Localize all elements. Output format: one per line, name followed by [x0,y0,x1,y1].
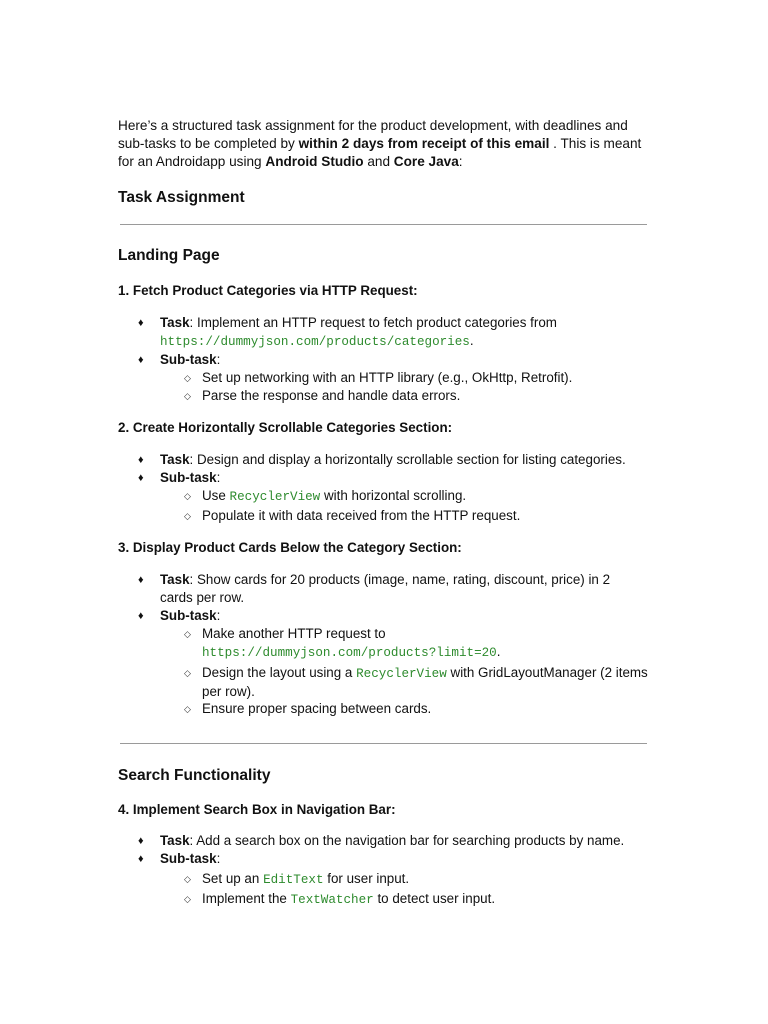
section-2-subtask-label [138,469,640,487]
section-4-subtask-label [138,850,640,868]
task-label: Task [160,833,190,848]
bullet-icon: ♦ [138,835,144,847]
divider-1 [120,224,647,225]
intro-tool: Android Studio [265,154,364,169]
section-2-task-text: : Design and display a horizontally scrollable section for listing categories. [189,452,626,467]
section-3-sub-1-pre: Make another HTTP request to [202,626,386,641]
section-1-task-end: . [469,333,474,348]
bullet-icon: ♦ [138,354,144,366]
section-3-sub-2-code: RecyclerView [356,667,447,681]
section-1-task [138,314,640,351]
heading-landing-page: Landing Page [118,247,220,264]
section-1-subtask-label [138,351,640,369]
subtask-label: Sub-task [160,470,217,485]
colon: : [216,851,221,866]
section-4-sub-2-post: to detect user input. [373,891,496,906]
section-3-sub-1-url: https://dummyjson.com/products?limit=20 [202,646,497,660]
intro-text-3: and [363,154,394,169]
intro-deadline: within 2 days from receipt of this email [298,136,550,151]
intro-text-4: : [458,154,463,169]
section-3-sub-1 [184,625,652,662]
colon: : [216,470,221,485]
sub-bullet-icon: ◇ [184,629,191,639]
sub-bullet-icon: ◇ [184,894,191,904]
bullet-icon: ♦ [138,853,144,865]
intro-text-1: Here’s a structured task assignment for the product development, with deadlines and sub-tasks to be completed by [118,118,628,151]
bullet-icon: ♦ [138,574,144,586]
section-2-sub-1-pre: Use [202,488,230,503]
intro-language: Core Java [393,154,459,169]
section-4-sub-1-post: for user input. [323,871,410,886]
section-1-task-url: https://dummyjson.com/products/categories [160,335,470,349]
section-4-task-text: : Add a search box on the navigation bar for searching products by name. [189,833,625,848]
section-1-title: 1. Fetch Product Categories via HTTP Request: [118,283,418,298]
section-2-sub-1-code: RecyclerView [229,490,321,504]
section-3-sub-3 [184,700,652,718]
heading-task-assignment: Task Assignment [118,189,245,206]
intro-paragraph [118,117,648,171]
section-3-sub-1-end: . [496,644,501,659]
section-3-sub-2-pre: Design the layout using a [202,665,357,680]
section-4-title: 4. Implement Search Box in Navigation Bar: [118,802,396,817]
sub-bullet-icon: ◇ [184,874,191,884]
subtask-label: Sub-task [160,352,217,367]
section-2-title: 2. Create Horizontally Scrollable Categories Section: [118,420,453,435]
section-3-subtask-label [138,607,640,625]
colon: : [216,608,221,623]
task-label: Task [160,572,190,587]
section-2-task [138,451,640,469]
heading-search-functionality: Search Functionality [118,767,271,784]
sub-bullet-icon: ◇ [184,373,191,383]
section-3-sub-2 [184,664,652,701]
section-3-sub-3-text: Ensure proper spacing between cards. [202,701,432,716]
subtask-label: Sub-task [160,608,217,623]
section-1-sub-1-text: Set up networking with an HTTP library (e.g., OkHttp, Retrofit). [202,370,573,385]
section-4-sub-2-pre: Implement the [202,891,291,906]
section-1-sub-2 [184,387,652,405]
bullet-icon: ♦ [138,317,144,329]
section-1-task-text: : Implement an HTTP request to fetch product categories from [189,315,557,330]
sub-bullet-icon: ◇ [184,704,191,714]
sub-bullet-icon: ◇ [184,668,191,678]
section-4-task [138,832,640,850]
section-4-sub-2-code: TextWatcher [290,893,374,907]
sub-bullet-icon: ◇ [184,491,191,501]
divider-2 [120,743,647,744]
section-2-sub-1 [184,487,652,506]
sub-bullet-icon: ◇ [184,391,191,401]
section-2-sub-1-post: with horizontal scrolling. [320,488,467,503]
sub-bullet-icon: ◇ [184,511,191,521]
section-3-title: 3. Display Product Cards Below the Category Section: [118,540,462,555]
section-3-task-text: : Show cards for 20 products (image, name, rating, discount, price) in 2 cards per row. [160,572,611,605]
task-label: Task [160,315,190,330]
section-1-sub-1 [184,369,652,387]
colon: : [216,352,221,367]
section-2-sub-2 [184,507,652,525]
section-1-sub-2-text: Parse the response and handle data errors. [202,388,461,403]
bullet-icon: ♦ [138,472,144,484]
bullet-icon: ♦ [138,454,144,466]
section-2-sub-2-text: Populate it with data received from the HTTP request. [202,508,521,523]
section-4-sub-1 [184,870,652,889]
section-4-sub-2 [184,890,652,909]
subtask-label: Sub-task [160,851,217,866]
task-label: Task [160,452,190,467]
section-4-sub-1-code: EditText [263,873,324,887]
section-4-sub-1-pre: Set up an [202,871,264,886]
intro-text-2: . This is meant for an Androidapp using [118,136,642,169]
section-3-sub-2-post: with GridLayoutManager (2 items per row). [202,665,648,699]
bullet-icon: ♦ [138,610,144,622]
section-3-task [138,571,640,607]
